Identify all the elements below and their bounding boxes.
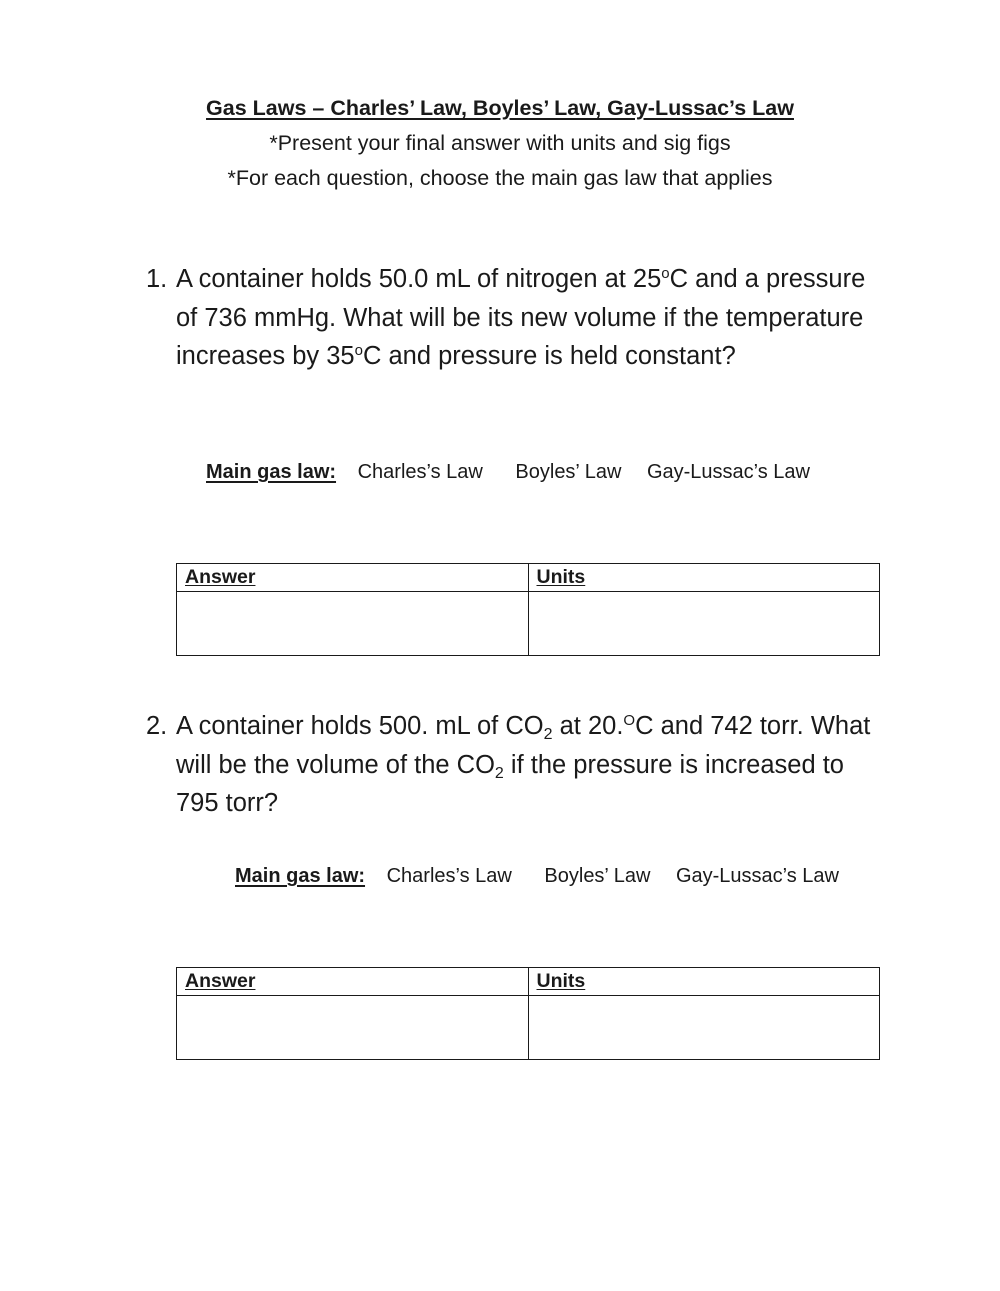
- option-gay-lussac-law[interactable]: Gay-Lussac’s Law: [675, 865, 839, 887]
- option-charles-law[interactable]: Charles’s Law: [357, 461, 483, 483]
- units-cell[interactable]: [528, 996, 880, 1060]
- question-2: [146, 707, 886, 823]
- gas-law-choice-2: [235, 863, 839, 889]
- question-number: 2.: [146, 712, 168, 740]
- degree-symbol: O: [623, 712, 636, 729]
- option-boyles-law[interactable]: Boyles’ Law: [544, 865, 651, 887]
- answer-table-1: [176, 563, 880, 656]
- answer-table-2: [176, 967, 880, 1060]
- answer-header: Answer: [177, 564, 529, 592]
- answer-header: Answer: [177, 968, 529, 996]
- subscript: 2: [494, 764, 504, 782]
- worksheet-title: Gas Laws – Charles’ Law, Boyles’ Law, Gay-Lussac’s Law: [206, 96, 794, 120]
- units-header: Units: [528, 564, 880, 592]
- question-number: 1.: [146, 265, 168, 293]
- option-boyles-law[interactable]: Boyles’ Law: [515, 461, 622, 483]
- main-gas-law-label: Main gas law:: [235, 865, 366, 887]
- answer-cell[interactable]: [177, 996, 529, 1060]
- question-1: [146, 260, 886, 376]
- main-gas-law-label: Main gas law:: [206, 461, 337, 483]
- option-gay-lussac-law[interactable]: Gay-Lussac’s Law: [646, 461, 810, 483]
- units-header: Units: [528, 968, 880, 996]
- instruction-sig-figs: *Present your final answer with units and sig figs: [269, 131, 731, 155]
- gas-law-choice-1: [206, 459, 810, 485]
- units-cell[interactable]: [528, 592, 880, 656]
- degree-symbol: o: [354, 342, 363, 359]
- subscript: 2: [543, 726, 553, 743]
- instruction-choose-law: *For each question, choose the main gas law that applies: [227, 166, 773, 190]
- question-text: A container holds 500. mL of $CO_2$ at 20.$^O$C and 742 torr. What will be the volume of the $CO_2$ if the pressure is increased to 795 torr?: [176, 712, 871, 817]
- degree-symbol: o: [661, 265, 670, 282]
- question-text: A container holds 50.0 mL of nitrogen at 25$^o$C and a pressure of 736 mmHg. What will be its new volume if the temperature increases by 35$^o$C and pressure is held constant?: [176, 265, 866, 370]
- worksheet-header: [0, 91, 1000, 196]
- option-charles-law[interactable]: Charles’s Law: [386, 865, 512, 887]
- answer-cell[interactable]: [177, 592, 529, 656]
